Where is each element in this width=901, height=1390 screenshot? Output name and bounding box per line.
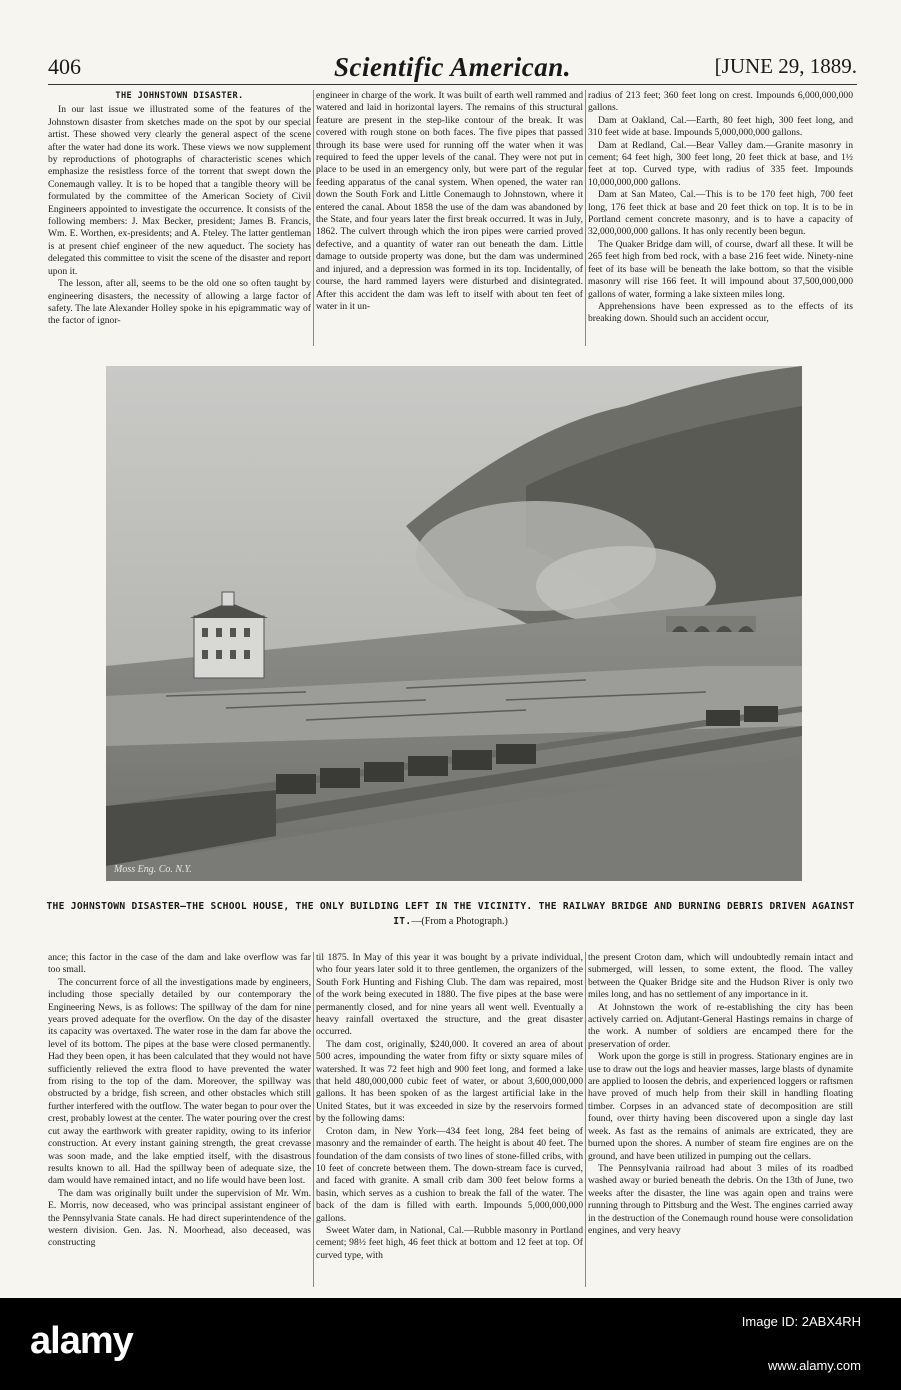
caption-text: THE JOHNSTOWN DISASTER—THE SCHOOL HOUSE, THE ONLY BUILDING LEFT IN THE VICINITY. THE RAILWAY BRIDGE AND BURNING DEBRIS DRIVEN AGAINST IT. (46, 901, 855, 927)
photo-caption (40, 899, 861, 929)
paragraph: engineer in charge of the work. It was built of earth well rammed and watered and laid in horizontal layers. The remains of this structural feature are present in the step-like contour of the break. It was covered with rough stone on both faces. The five pipes that passed through its base were used for running off the water when it was required to feed the upper levels of the canal. They were not put in place to be used in an emergency only, but were part of the regular feeding apparatus of the canal system. When opened, the water ran down the South Fork and Little Conemaugh to Johnstown, where it entered the canal. About 1858 the use of the dam was abandoned by the State, and four years later the first break occurred. It was in July, 1862. The culvert through which the iron pipes were carried proved defective, and a quantity of water ran out beneath the dam. Little damage to outside property was done, but the dam was undermined and injured, and a depression was formed in its top. Incidentally, of course, the hard rammed layers were disturbed and disintegrated. After this accident the dam was left to itself with about ten feet of water in it un- (316, 90, 583, 312)
paragraph: Apprehensions have been expressed as to the effects of its breaking down. Should such an accident occur, (588, 300, 853, 325)
paragraph: Croton dam, in New York—434 feet long, 284 feet being of masonry and the remainder of earth. The height is about 40 feet. The foundation of the dam consists of two lines of stone-filled cribs, with 10 feet of concrete between them. The down-stream face is curved, and faced with granite. A small crib dam 300 feet below forms a basin, which serves as a cushion to break the fall of the water. The back of the dam is filled with earth. Impounds 5,000,000,000 gallons. (316, 1125, 583, 1224)
column-divider (585, 90, 586, 346)
column-top-3 (588, 90, 853, 346)
paragraph: til 1875. In May of this year it was bought by a private individual, who four years later sold it to three gentlemen, the organizers of the South Fork Hunting and Fishing Club. The dam was repaired, most of the work being executed in 1880. The five pipes at the base were permanently closed, and for nine years all went well. Eventually a heavy rainfall overtaxed the structure, and the great disaster occurred. (316, 952, 583, 1038)
paragraph: Dam at San Mateo, Cal.—This is to be 170 feet high, 700 feet long, 176 feet thick at base and 20 feet thick on top. It is to be in Portland cement concrete masonry, and is to have a capacity of 32,000,000,000 gallons. It has only recently been begun. (588, 189, 853, 238)
caption-source: —(From a Photograph.) (411, 916, 508, 927)
running-head (48, 52, 857, 84)
stock-footer (0, 1298, 901, 1390)
johnstown-photograph (106, 366, 802, 881)
column-divider (313, 952, 314, 1287)
paragraph: In our last issue we illustrated some of the features of the Johnstown disaster from sketches made on the spot by our special artist. These showed very clearly the general aspect of the scene after the water had done its work. These views we now supplement by reproductions of photographs of characteristic scenes which emphasize the resistless force of the torrent that swept down the Conemaugh valley. It is to be hoped that a tangible theory will be formulated by the committee of the American Society of Civil Engineers appointed to investigate the occurrence. It consists of the following members: J. Max Becker, president; James B. Francis, Wm. E. Worthen, ex-presidents; and A. Fteley. The latter gentleman is at present chief engineer of the new aqueduct. The society has delegated this committee to visit the scene of the disaster and report upon it. (48, 104, 311, 277)
paragraph: The Pennsylvania railroad had about 3 miles of its roadbed washed away or buried beneath the debris. On the 13th of June, two weeks after the disaster, the line was again open and trains were running through to Pittsburg and the West. The engines carried away in the destruction of the Conemaugh round house were consolidation engines, and very heavy (588, 1162, 853, 1236)
masthead-title: Scientific American. (334, 52, 571, 82)
paragraph: The dam cost, originally, $240,000. It covered an area of about 500 acres, impounding the water from fifty or sixty square miles of watershed. It was 72 feet high and 900 feet long, and formed a lake that held 480,000,000 cubic feet of water, or about 3,600,000,000 gallons. It has been spoken of as the largest artificial lake in the United States, but it was exceeded in size by the reservoirs formed by the following dams: (316, 1038, 583, 1125)
paragraph: Dam at Redland, Cal.—Bear Valley dam.—Granite masonry in cement; 64 feet high, 300 feet long, 20 feet thick at base, and 1½ feet at top. Curved type, with radius of 335 feet. Impounds 10,000,000,000 gallons. (588, 139, 853, 188)
paragraph: The dam was originally built under the supervision of Mr. Wm. E. Morris, now deceased, who was principal assistant engineer of the Pennsylvania State canals. He had direct superintendence of the western division. Gen. Jas. N. Moorhead, also deceased, was constructing (48, 1187, 311, 1249)
paragraph: Work upon the gorge is still in progress. Stationary engines are in use to draw out the logs and heavier masses, large blasts of dynamite are applied to loosen the debris, and experienced loggers or raftsmen have proved of much help from their skill in handling floating timber. Corpses in an advanced state of decomposition are still found, over thirty having been discovered upon a single day last week. As fast as the remains of animals are extricated, they are burned upon the shores. A number of steam fire engines are on the ground, and have been utilized in pumping out the cellars. (588, 1051, 853, 1162)
paragraph: the present Croton dam, which will undoubtedly remain intact and submerged, will lessen, to some extent, the flood. The valley between the Quaker Bridge site and the Hudson River is only two miles long, and has no settlement of any importance in it. (588, 952, 853, 1001)
header-rule (48, 84, 857, 85)
column-bottom-3 (588, 952, 853, 1287)
issue-date: [JUNE 29, 1889. (714, 54, 857, 78)
alamy-logo[interactable]: alamy (30, 1320, 133, 1362)
paragraph: The Quaker Bridge dam will, of course, dwarf all these. It will be 265 feet high from bed rock, with a base 216 feet wide. Ninety-nine feet of its base will be beneath the lake bottom, so that the visible masonry will rise 166 feet. It will impound about 37,500,000,000 gallons of water, forming a lake sixteen miles long. (588, 238, 853, 300)
paragraph: Dam at Oakland, Cal.—Earth, 80 feet high, 300 feet long, and 310 feet wide at base. Impounds 5,000,000,000 gallons. (588, 114, 853, 139)
paragraph: The lesson, after all, seems to be the old one so often taught by engineering disasters, the necessity of allowing a large factor of safety. The late Alexander Holley spoke in his epigrammatic way of the factor of ignor- (48, 278, 311, 327)
column-divider (585, 952, 586, 1287)
site-url[interactable]: www.alamy.com (768, 1358, 861, 1373)
paragraph: ance; this factor in the case of the dam and lake overflow was far too small. (48, 952, 311, 976)
column-bottom-2 (316, 952, 583, 1287)
page-number: 406 (48, 54, 81, 79)
engraver-credit: Moss Eng. Co. N.Y. (114, 864, 192, 875)
image-id: Image ID: 2ABX4RH (741, 1314, 861, 1329)
column-top-2 (316, 90, 583, 346)
paragraph: The concurrent force of all the investigations made by engineers, including those specially detailed by our contemporary the Engineering News, is as follows: The spillway of the dam for nine years proved adequate for the overflow. On the day of the disaster its capacity was overtaxed. The water rose in the dam far above the level of its bottom. The pipes at the base were closed permanently. Had they been open, it has been calculated that they would not have sufficiently relieved the extra flood to have prevented the water from rising to the top of the dam. Moreover, the spillway was obstructed by a bridge, fish screen, and other obstacles which still further interfered with the outflow. The water began to pour over the crest, probably lowest at the center. The water pouring over the crest cut away the earthwork with greater rapidity, owing to its inferior construction. At every instant gaining strength, the great crevasse was soon made, and the lake emptied itself, with the disastrous results known to all. Had the spillway been of adequate size, the dam would have remained intact, and no life would have been lost. (48, 976, 311, 1187)
photo-illustration (106, 366, 802, 881)
paragraph: Sweet Water dam, in National, Cal.—Rubble masonry in Portland cement; 98½ feet high, 46 feet thick at bottom and 12 feet at top. Of curved type, with (316, 1224, 583, 1261)
column-top-1 (48, 90, 311, 346)
paragraph: radius of 213 feet; 360 feet long on crest. Impounds 6,000,000,000 gallons. (588, 90, 853, 114)
article-title: THE JOHNSTOWN DISASTER. (115, 91, 244, 101)
column-bottom-1 (48, 952, 311, 1287)
paragraph: At Johnstown the work of re-establishing the city has been actively carried on. Adjutant-General Hastings remains in charge of the work. A number of soldiers are encamped there for the preservation of order. (588, 1001, 853, 1050)
column-divider (313, 90, 314, 346)
